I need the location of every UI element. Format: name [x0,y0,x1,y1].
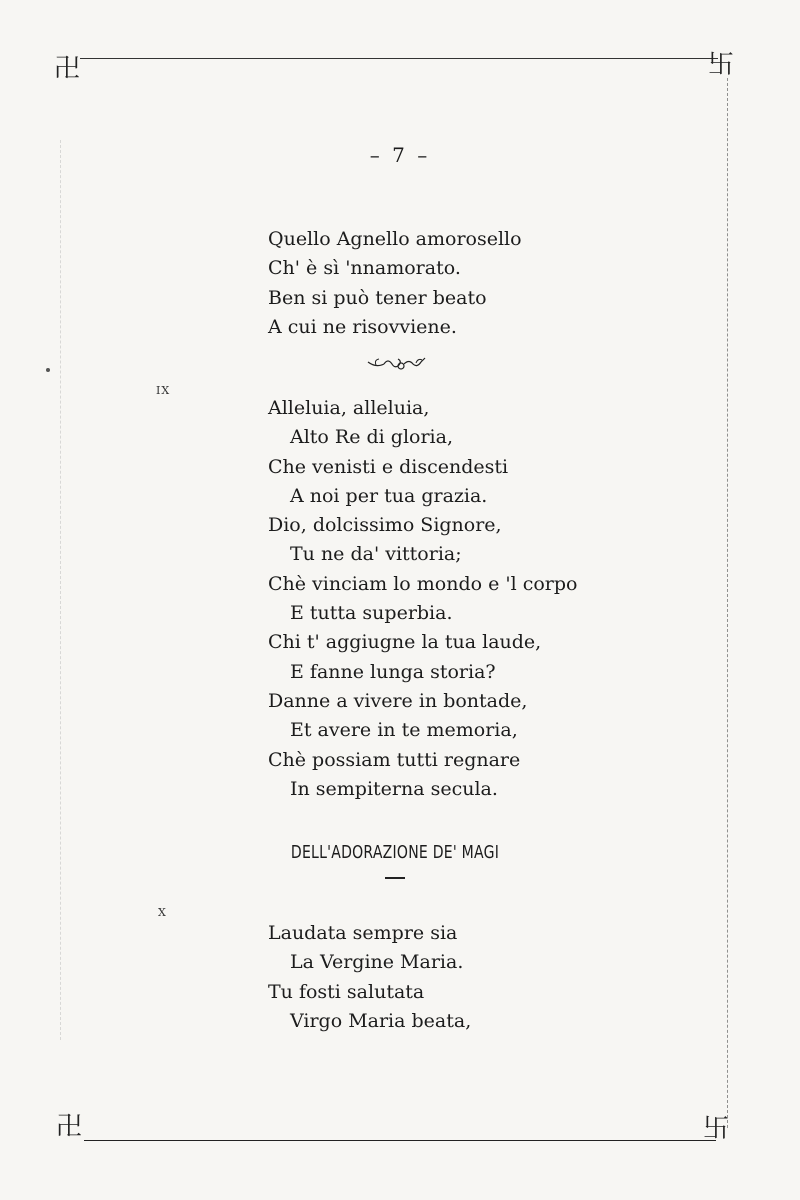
verse-line: Dio, dolcissimo Signore, [268,514,502,537]
poem-alleluia [268,394,577,804]
stanza-continuation [268,225,522,342]
right-border-rule [727,78,728,1128]
verse-line: E tutta superbia. [290,602,453,625]
verse-line: La Vergine Maria. [290,951,464,974]
verse-line: Virgo Maria beata, [290,1009,472,1032]
page-number: – 7 – [369,143,431,167]
corner-ornament-icon: 卐 [708,50,735,80]
verse-line: Chè possiam tutti regnare [268,748,521,771]
corner-ornament-icon: 卍 [54,54,81,84]
verse-line: Tu ne da' vittoria; [290,543,462,566]
verse-line: In sempiterna secula. [290,777,498,800]
verse-line: Tu fosti salutata [268,980,425,1003]
verse-line: A noi per tua grazia. [290,484,488,507]
verse-line: Chè vinciam lo mondo e 'l corpo [268,572,578,595]
verse-line: E fanne lunga storia? [290,660,496,683]
section-heading: DELL'ADORAZIONE DE' MAGI [290,842,500,863]
verse-line: Laudata sempre sia [268,922,458,944]
heading-dash [385,877,405,879]
vine-ornament-icon [366,352,428,376]
verse-line: Alleluia, alleluia, [268,397,430,419]
top-border-rule [80,58,718,59]
bottom-border-rule [84,1140,716,1141]
corner-ornament-icon: 卍 [56,1112,83,1142]
verse-line: Chi t' aggiugne la tua laude, [268,631,542,654]
verse-line: Che venisti e discendesti [268,455,509,478]
verse-line: Danne a vivere in bontade, [268,689,528,712]
poem-laudata [268,919,471,1036]
verse-line: Quello Agnello amorosello [268,228,522,250]
verse-line: Ben si può tener beato [268,286,487,309]
section-numeral: X [158,906,167,919]
section-numeral: IX [156,384,171,397]
ink-speck [46,368,50,372]
corner-ornament-icon: 卐 [703,1114,730,1144]
verse-line: Ch' è sì 'nnamorato. [268,257,461,280]
verse-line: Et avere in te memoria, [290,719,518,742]
left-border-rule [60,140,61,1040]
verse-line: Alto Re di gloria, [290,426,453,449]
verse-line: A cui ne risovviene. [268,315,457,338]
